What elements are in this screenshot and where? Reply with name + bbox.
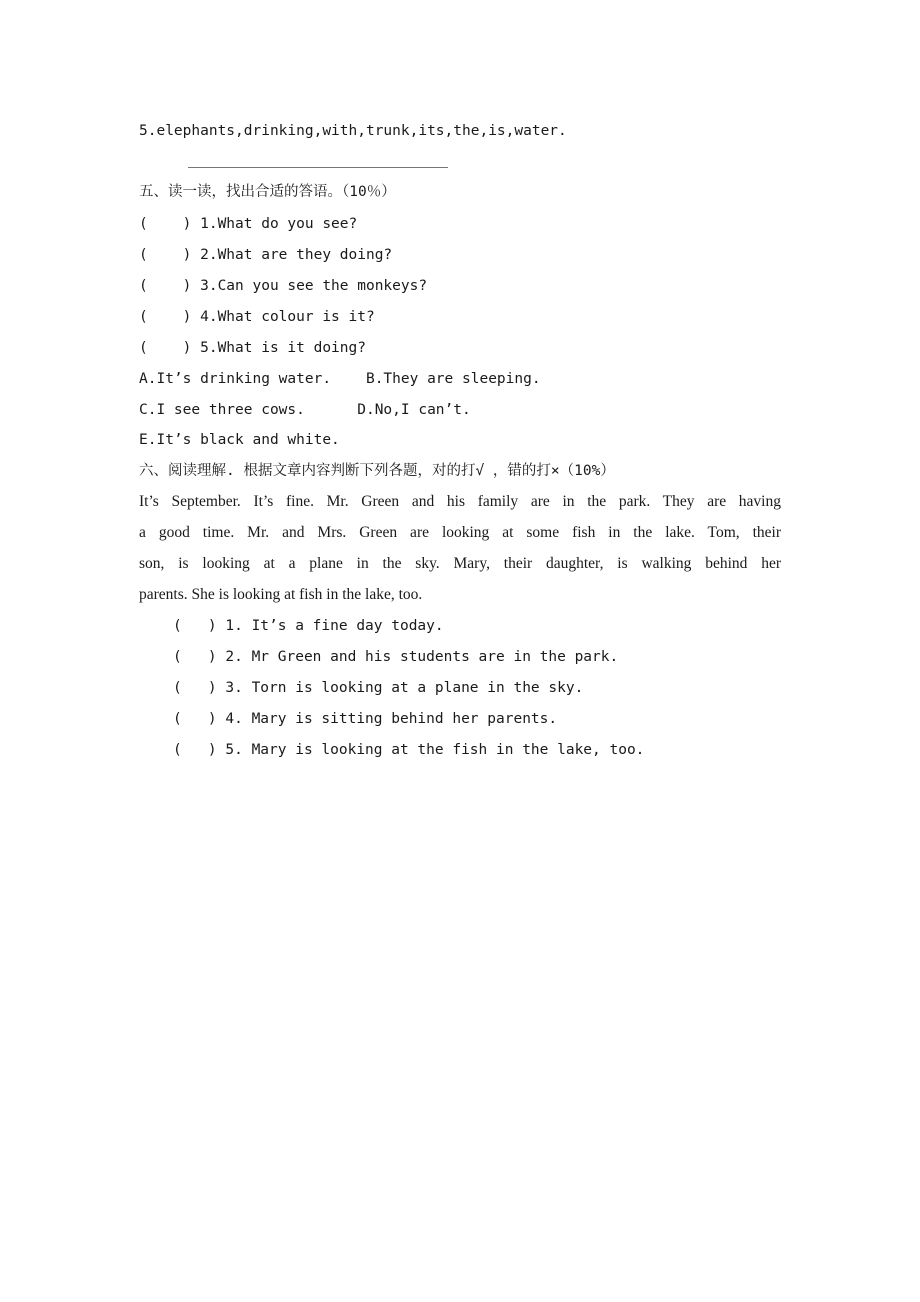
sentence-ordering-question-5: 5.elephants,drinking,with,trunk,its,the,is,water. — [139, 123, 567, 139]
reading-passage-line-1: It’s September. It’s fine. Mr. Green and his family are in the park. They are having — [139, 493, 781, 510]
section-6-heading: 六、阅读理解. 根据文章内容判断下列各题，对的打√ ，错的打×（10%） — [139, 463, 615, 479]
answer-line — [188, 167, 448, 168]
section-5-options-row-1: A.It’s drinking water. B.They are sleeping. — [139, 371, 541, 387]
section-6-question-5: ( ) 5. Mary is looking at the fish in the lake, too. — [173, 742, 645, 758]
section-5-options-row-3: E.It’s black and white. — [139, 432, 340, 448]
section-5-question-1: ( ) 1.What do you see? — [139, 216, 358, 232]
section-5-question-4: ( ) 4.What colour is it? — [139, 309, 375, 325]
section-5-question-3: ( ) 3.Can you see the monkeys? — [139, 278, 428, 294]
section-6-question-3: ( ) 3. Torn is looking at a plane in the sky. — [173, 680, 584, 696]
section-6-question-4: ( ) 4. Mary is sitting behind her parents. — [173, 711, 558, 727]
section-5-options-row-2: C.I see three cows. D.No,I can’t. — [139, 402, 471, 418]
section-6-question-2: ( ) 2. Mr Green and his students are in the park. — [173, 649, 619, 665]
section-5-heading: 五、读一读，找出合适的答语。（10％） — [139, 184, 396, 200]
reading-passage-line-2: a good time. Mr. and Mrs. Green are looking at some fish in the lake. Tom, their — [139, 524, 781, 541]
section-6-question-1: ( ) 1. It’s a fine day today. — [173, 618, 444, 634]
section-5-question-5: ( ) 5.What is it doing? — [139, 340, 366, 356]
reading-passage-line-3: son, is looking at a plane in the sky. Mary, their daughter, is walking behind her — [139, 555, 781, 572]
reading-passage-line-4: parents. She is looking at fish in the lake, too. — [139, 586, 423, 603]
section-5-question-2: ( ) 2.What are they doing? — [139, 247, 393, 263]
